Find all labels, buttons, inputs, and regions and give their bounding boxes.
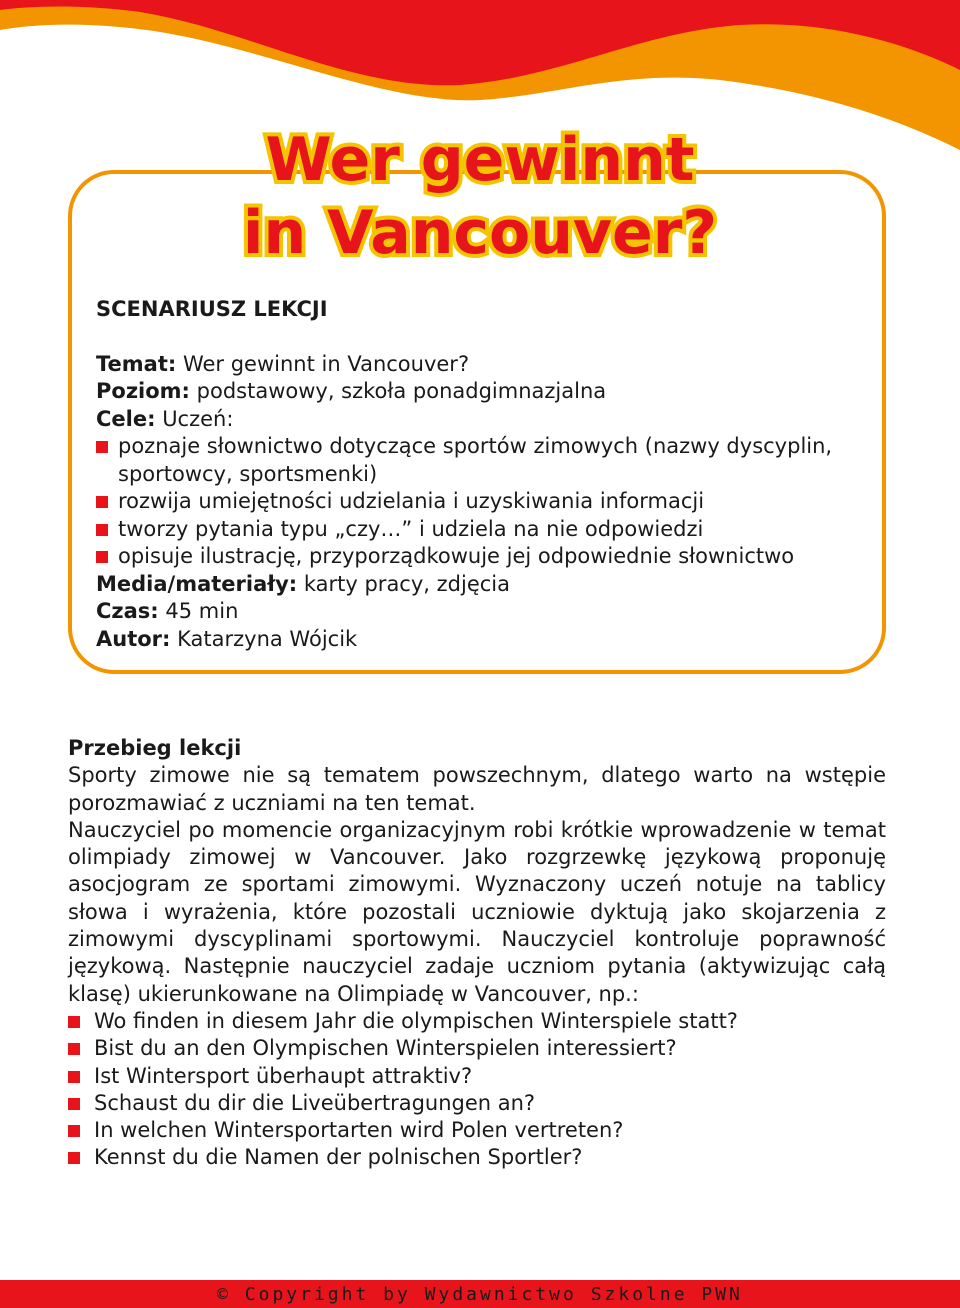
bullet-square-icon	[68, 1016, 80, 1028]
title-line-1: Wer gewinnt	[265, 125, 695, 195]
question-item	[68, 1008, 886, 1035]
question-item	[68, 1117, 886, 1144]
scenario-heading: SCENARIUSZ LEKCJI	[96, 297, 328, 321]
lesson-heading: Przebieg lekcji	[68, 736, 242, 760]
level-row	[96, 378, 856, 406]
author-label: Autor:	[96, 626, 171, 651]
question-item	[68, 1063, 886, 1090]
bullet-square-icon	[96, 496, 108, 508]
title-line-2: in Vancouver?	[242, 198, 718, 268]
topic-row	[96, 351, 856, 379]
time-label: Czas:	[96, 599, 159, 623]
goal-text: rozwija umiejętności udzielania i uzyskiwania informacji	[118, 489, 705, 513]
goal-item	[96, 488, 856, 516]
copyright-notice: © Copyright by Wydawnictwo Szkolne PWN	[217, 1284, 743, 1305]
bullet-square-icon	[68, 1098, 80, 1110]
question-item	[68, 1144, 886, 1171]
topic-label: Temat:	[96, 351, 177, 376]
question-text: Bist du an den Olympischen Winterspielen interessiert?	[94, 1036, 677, 1061]
level-label: Poziom:	[96, 379, 190, 403]
bullet-square-icon	[68, 1152, 80, 1164]
topic-value: Wer gewinnt in Vancouver?	[182, 351, 470, 376]
media-label: Media/materiały:	[96, 571, 298, 596]
lesson-paragraph-2: Nauczyciel po momencie organizacyjnym robi krótkie wprowadzenie w temat olimpiady zimowej w Vancouver. Jako rozgrzewkę językową proponuję asocjogram ze sportami zimowymi. Wyznaczony uczeń notuje na tablicy słowa i wyrażenia, które pozostali uczniowie dyktują jako skojarzenia z zimowymi dyscyplinami sportowymi. Nauczyciel kontroluje poprawność językową. Następnie nauczyciel zadaje uczniom pytania (aktywizując całą klasę) ukierunkowane na Olimpiadę w Vancouver, np.:	[68, 817, 886, 1006]
media-value: karty pracy, zdjęcia	[303, 571, 510, 596]
goal-item	[96, 433, 856, 488]
goals-row	[96, 406, 856, 434]
time-row	[96, 598, 856, 626]
scenario-section	[96, 296, 856, 653]
goal-item	[96, 543, 856, 571]
question-text: In welchen Wintersportarten wird Polen vertreten?	[94, 1118, 624, 1143]
question-text: Schaust du dir die Liveübertragungen an?	[94, 1090, 536, 1115]
goal-text: poznaje słownictwo dotyczące sportów zimowych (nazwy dyscyplin, sportowcy, sportsmenki)	[118, 434, 833, 486]
lesson-paragraph-1: Sporty zimowe nie są tematem powszechnym, dlatego warto na wstępie porozmawiać z uczniami na ten temat.	[68, 763, 886, 815]
bullet-square-icon	[68, 1071, 80, 1083]
author-row	[96, 626, 856, 654]
question-text: Ist Wintersport überhaupt attraktiv?	[94, 1063, 473, 1088]
page-title	[200, 105, 760, 270]
bullet-square-icon	[96, 441, 108, 453]
media-row	[96, 571, 856, 599]
goal-item	[96, 516, 856, 544]
bullet-square-icon	[96, 551, 108, 563]
goals-value: Uczeń:	[162, 406, 234, 431]
question-text: Wo finden in diesem Jahr die olympischen Winterspiele statt?	[94, 1008, 738, 1033]
lesson-course-section	[68, 735, 886, 1172]
question-text: Kennst du die Namen der polnischen Sportler?	[94, 1145, 583, 1170]
time-value: 45 min	[165, 599, 239, 623]
bullet-square-icon	[68, 1125, 80, 1137]
question-item	[68, 1090, 886, 1117]
author-value: Katarzyna Wójcik	[177, 626, 358, 651]
bullet-square-icon	[96, 524, 108, 536]
bullet-square-icon	[68, 1043, 80, 1055]
goals-label: Cele:	[96, 406, 156, 431]
question-list	[68, 1008, 886, 1172]
question-item	[68, 1035, 886, 1062]
goal-text: tworzy pytania typu „czy…” i udziela na nie odpowiedzi	[118, 516, 704, 541]
goal-text: opisuje ilustrację, przyporządkowuje jej odpowiednie słownictwo	[118, 544, 795, 568]
level-value: podstawowy, szkoła ponadgimnazjalna	[196, 379, 607, 403]
